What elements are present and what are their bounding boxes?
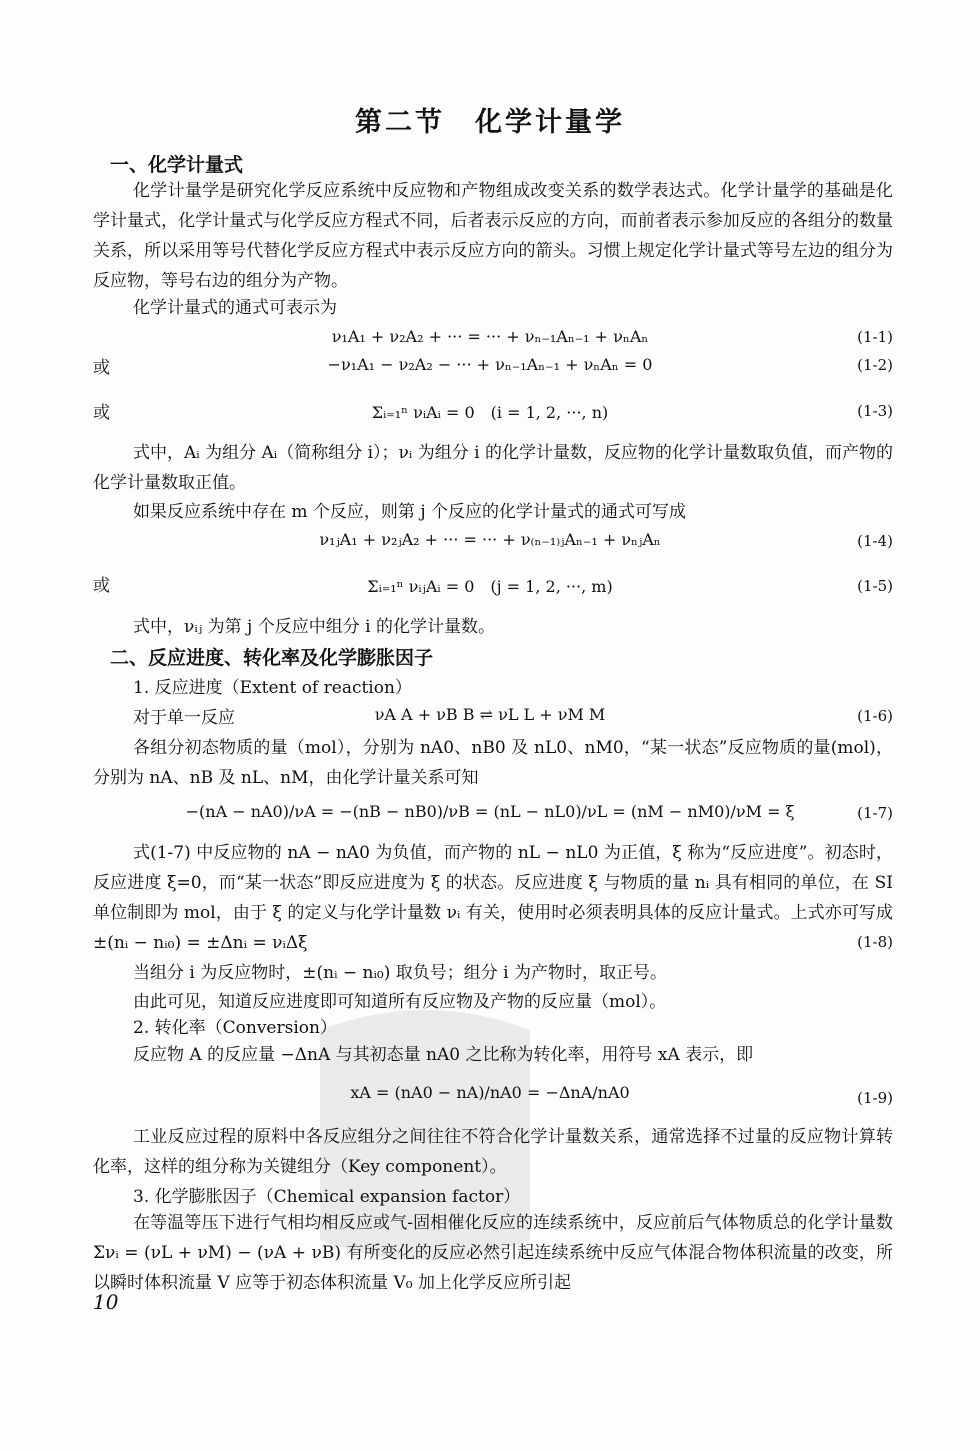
subheading-chemical-expansion-factor: 3. 化学膨胀因子（Chemical expansion factor） — [133, 1187, 521, 1207]
equation-1-9: xA = (nA0 − nA)/nA0 = −ΔnA/nA0 — [350, 1083, 630, 1102]
paragraph-conversion-definition: 反应物 A 的反应量 −ΔnA 与其初态量 nA0 之比称为转化率，用符号 xA 表示，即 — [133, 1045, 754, 1065]
equation-number-1-8: (1-8) — [857, 933, 893, 951]
equation-number-1-2: (1-2) — [857, 356, 893, 374]
paragraph-expansion-factor: 在等温等压下进行气相均相反应或气-固相催化反应的连续系统中，反应前后气体物质总的化学计量数 Σνᵢ = (νL + νM) − (νA + νB) 有所变化的反应必然引起连续系统中反应气体混合物体积流量的改变，所以瞬时体积流量 V 应等于初态体积流量 V₀ 加上化学反应所引起 — [93, 1213, 893, 1293]
paragraph-stoichiometry-intro: 化学计量学是研究化学反应系统中反应物和产物组成改变关系的数学表达式。化学计量学的基础是化学计量式，化学计量式与化学反应方程式不同，后者表示反应的方向，而前者表示参加反应的各组分的数量关系，所以采用等号代替化学反应方程式中表示反应方向的箭头。习惯上规定化学计量式等号左边的组分为反应物，等号右边的组分为产物。 — [93, 181, 893, 291]
or-label-1: 或 — [93, 358, 110, 378]
equation-1-3: Σᵢ₌₁ⁿ νᵢAᵢ = 0 (i = 1, 2, ···, n) — [371, 403, 609, 422]
paragraph-key-component: 工业反应过程的原料中各反应组分之间往往不符合化学计量数关系，通常选择不过量的反应物计算转化率，这样的组分称为关键组分（Key component）。 — [93, 1127, 893, 1177]
paragraph-sign-rule: 当组分 i 为反应物时，±(nᵢ − nᵢ₀) 取负号；组分 i 为产物时，取正号。 — [133, 963, 668, 983]
equation-1-2: −ν₁A₁ − ν₂A₂ − ··· + νₙ₋₁Aₙ₋₁ + νₙAₙ = 0 — [327, 355, 653, 374]
page-number: 10 — [93, 1290, 119, 1314]
heading-extent-conversion-expansion: 二、反应进度、转化率及化学膨胀因子 — [110, 647, 434, 669]
or-label-3: 或 — [93, 576, 110, 596]
section-title: 第二节 化学计量学 — [355, 107, 625, 138]
equation-number-1-4: (1-4) — [857, 532, 893, 550]
paragraph-general-form: 化学计量式的通式可表示为 — [133, 298, 337, 318]
equation-1-1: ν₁A₁ + ν₂A₂ + ··· = ··· + νₙ₋₁Aₙ₋₁ + νₙAₙ — [331, 327, 649, 346]
heading-stoichiometric-equation: 一、化学计量式 — [110, 154, 244, 176]
paragraph-symbol-definitions: 式中，Aᵢ 为组分 Aᵢ（简称组分 i）；νᵢ 为组分 i 的化学计量数，反应物的化学计量数取负值，而产物的化学计量数取正值。 — [93, 443, 893, 493]
equation-number-1-7: (1-7) — [857, 804, 893, 822]
subheading-conversion: 2. 转化率（Conversion） — [133, 1018, 337, 1038]
equation-number-1-6: (1-6) — [857, 707, 893, 725]
equation-1-5: Σᵢ₌₁ⁿ νᵢⱼAᵢ = 0 (j = 1, 2, ···, m) — [367, 577, 613, 596]
paragraph-initial-amounts: 各组分初态物质的量（mol），分别为 nA0、nB0 及 nL0、nM0，“某一状态”反应物质的量(mol)，分别为 nA、nB 及 nL、nM，由化学计量关系可知 — [93, 738, 893, 788]
equation-number-1-3: (1-3) — [857, 402, 893, 420]
equation-number-1-9: (1-9) — [857, 1089, 893, 1107]
paragraph-extent-significance: 由此可见，知道反应进度即可知道所有反应物及产物的反应量（mol）。 — [133, 992, 667, 1012]
paragraph-multiple-reactions: 如果反应系统中存在 m 个反应，则第 j 个反应的化学计量式的通式可写成 — [133, 502, 687, 522]
equation-number-1-5: (1-5) — [857, 577, 893, 595]
equation-number-1-1: (1-1) — [857, 328, 893, 346]
subheading-extent-of-reaction: 1. 反应进度（Extent of reaction） — [133, 678, 412, 698]
paragraph-extent-explanation: 式(1-7) 中反应物的 nA − nA0 为负值，而产物的 nL − nL0 为正值，ξ 称为“反应进度”。初态时，反应进度 ξ=0，而“某一状态”即反应进度为 ξ 的状态。反应进度 ξ 与物质的量 nᵢ 具有相同的单位，在 SI 单位制即为 mol，由于 ξ 的定义与化学计量数 νᵢ 有关，使用时必须表明具体的反应计量式。上式亦可写成 ±(nᵢ − nᵢ₀) = ±Δnᵢ = νᵢΔξ — [93, 843, 910, 953]
or-label-2: 或 — [93, 403, 110, 423]
equation-1-7: −(nA − nA0)/νA = −(nB − nB0)/νB = (nL − nL0)/νL = (nM − nM0)/νM = ξ — [185, 802, 795, 821]
paragraph-nu-ij-definition: 式中，νᵢⱼ 为第 j 个反应中组分 i 的化学计量数。 — [133, 617, 495, 637]
equation-1-4: ν₁ⱼA₁ + ν₂ⱼA₂ + ··· = ··· + ν₍ₙ₋₁₎ⱼAₙ₋₁ + νₙⱼAₙ — [319, 530, 661, 549]
equation-1-6: νA A + νB B ⇌ νL L + νM M — [374, 705, 606, 724]
single-reaction-label: 对于单一反应 — [133, 708, 235, 728]
